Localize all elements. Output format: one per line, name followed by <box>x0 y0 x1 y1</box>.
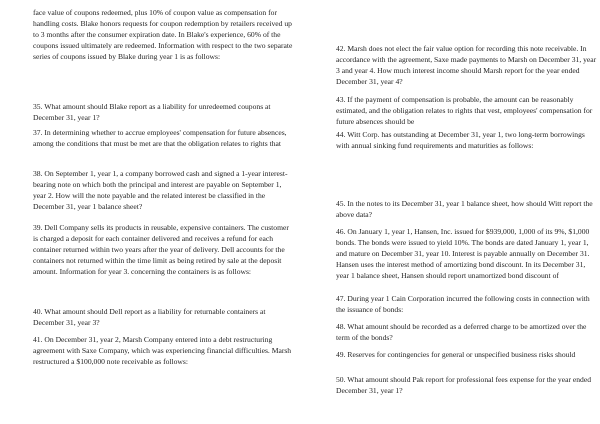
question-37: 37. In determining whether to accrue employees' compensation for future absences, among the conditions that must be met are that the obligation relates to rights that <box>33 128 287 148</box>
question-38: 38. On September 1, year 1, a company borrowed cash and signed a 1-year interest-bearing note on which both the principal and interest are payable on September 1, year 2. How will the note payable and the related interest be classified in the December 31, year 1 balance sheet? <box>33 169 288 211</box>
question-48: 48. What amount should be recorded as a deferred charge to be amortized over the term of the bonds? <box>336 322 587 342</box>
question-49: 49. Reserves for contingencies for general or unspecified business risks should <box>336 350 576 359</box>
question-40: 40. What amount should Dell report as a liability for returnable containers at December 31, year 3? <box>33 307 266 327</box>
question-47: 47. During year 1 Cain Corporation incurred the following costs in connection with the issuance of bonds: <box>336 294 590 314</box>
question-41: 41. On December 31, year 2, Marsh Company entered into a debt restructuring agreement with Saxe Company, which was experiencing financial difficulties. Marsh restructured a $100,000 note receivable as follows: <box>33 335 292 366</box>
q34-continuation: face value of coupons redeemed, plus 10% of coupon value as compensation for handling costs. Blake honors requests for coupon redemption by retailers received up to 3 months after the consumer expiration date. In Blake's experience, 60% of the coupons issued ultimately are redeemed. Information with respect to the two separate series of coupons issued by Blake during year 1 is as follows: <box>33 8 293 61</box>
question-43: 43. If the payment of compensation is probable, the amount can be reasonably estimated, and the obligation relates to rights that vest, employees' compensation for future absences should be <box>336 95 593 126</box>
question-39: 39. Dell Company sells its products in reusable, expensive containers. The customer is charged a deposit for each container delivered and receives a refund for each container returned within two years after the year of delivery. Dell accounts for the containers not returned within the time limit as being retired by sale at the deposit amount. Information for year 3. concerning the containers is as follows: <box>33 223 289 276</box>
question-50: 50. What amount should Pak report for professional fees expense for the year ended December 31, year 1? <box>336 375 592 395</box>
question-46: 46. On January 1, year 1, Hansen, Inc. issued for $939,000, 1,000 of its 9%, $1,000 bonds. The bonds were issued to yield 10%. The bonds are dated January 1, year 1, and mature on December 31, year 10. Interest is payable annually on December 31. Hansen uses the interest method of amortizing bond discount. In its December 31, year 1 balance sheet, Hansen should report unamortized bond discount of <box>336 227 590 280</box>
question-45: 45. In the notes to its December 31, year 1 balance sheet, how should Witt report the above data? <box>336 199 593 219</box>
question-42: 42. Marsh does not elect the fair value option for recording this note receivable. In accordance with the agreement, Saxe made payments to Marsh on December 31, year 3 and year 4. How much interest income should Marsh report for the year ended December 31, year 4? <box>336 44 597 86</box>
question-35: 35. What amount should Blake report as a liability for unredeemed coupons at December 31, year 1? <box>33 102 271 122</box>
question-44: 44. Witt Corp. has outstanding at December 31, year 1, two long-term borrowings with annual sinking fund requirements and maturities as follows: <box>336 130 585 150</box>
